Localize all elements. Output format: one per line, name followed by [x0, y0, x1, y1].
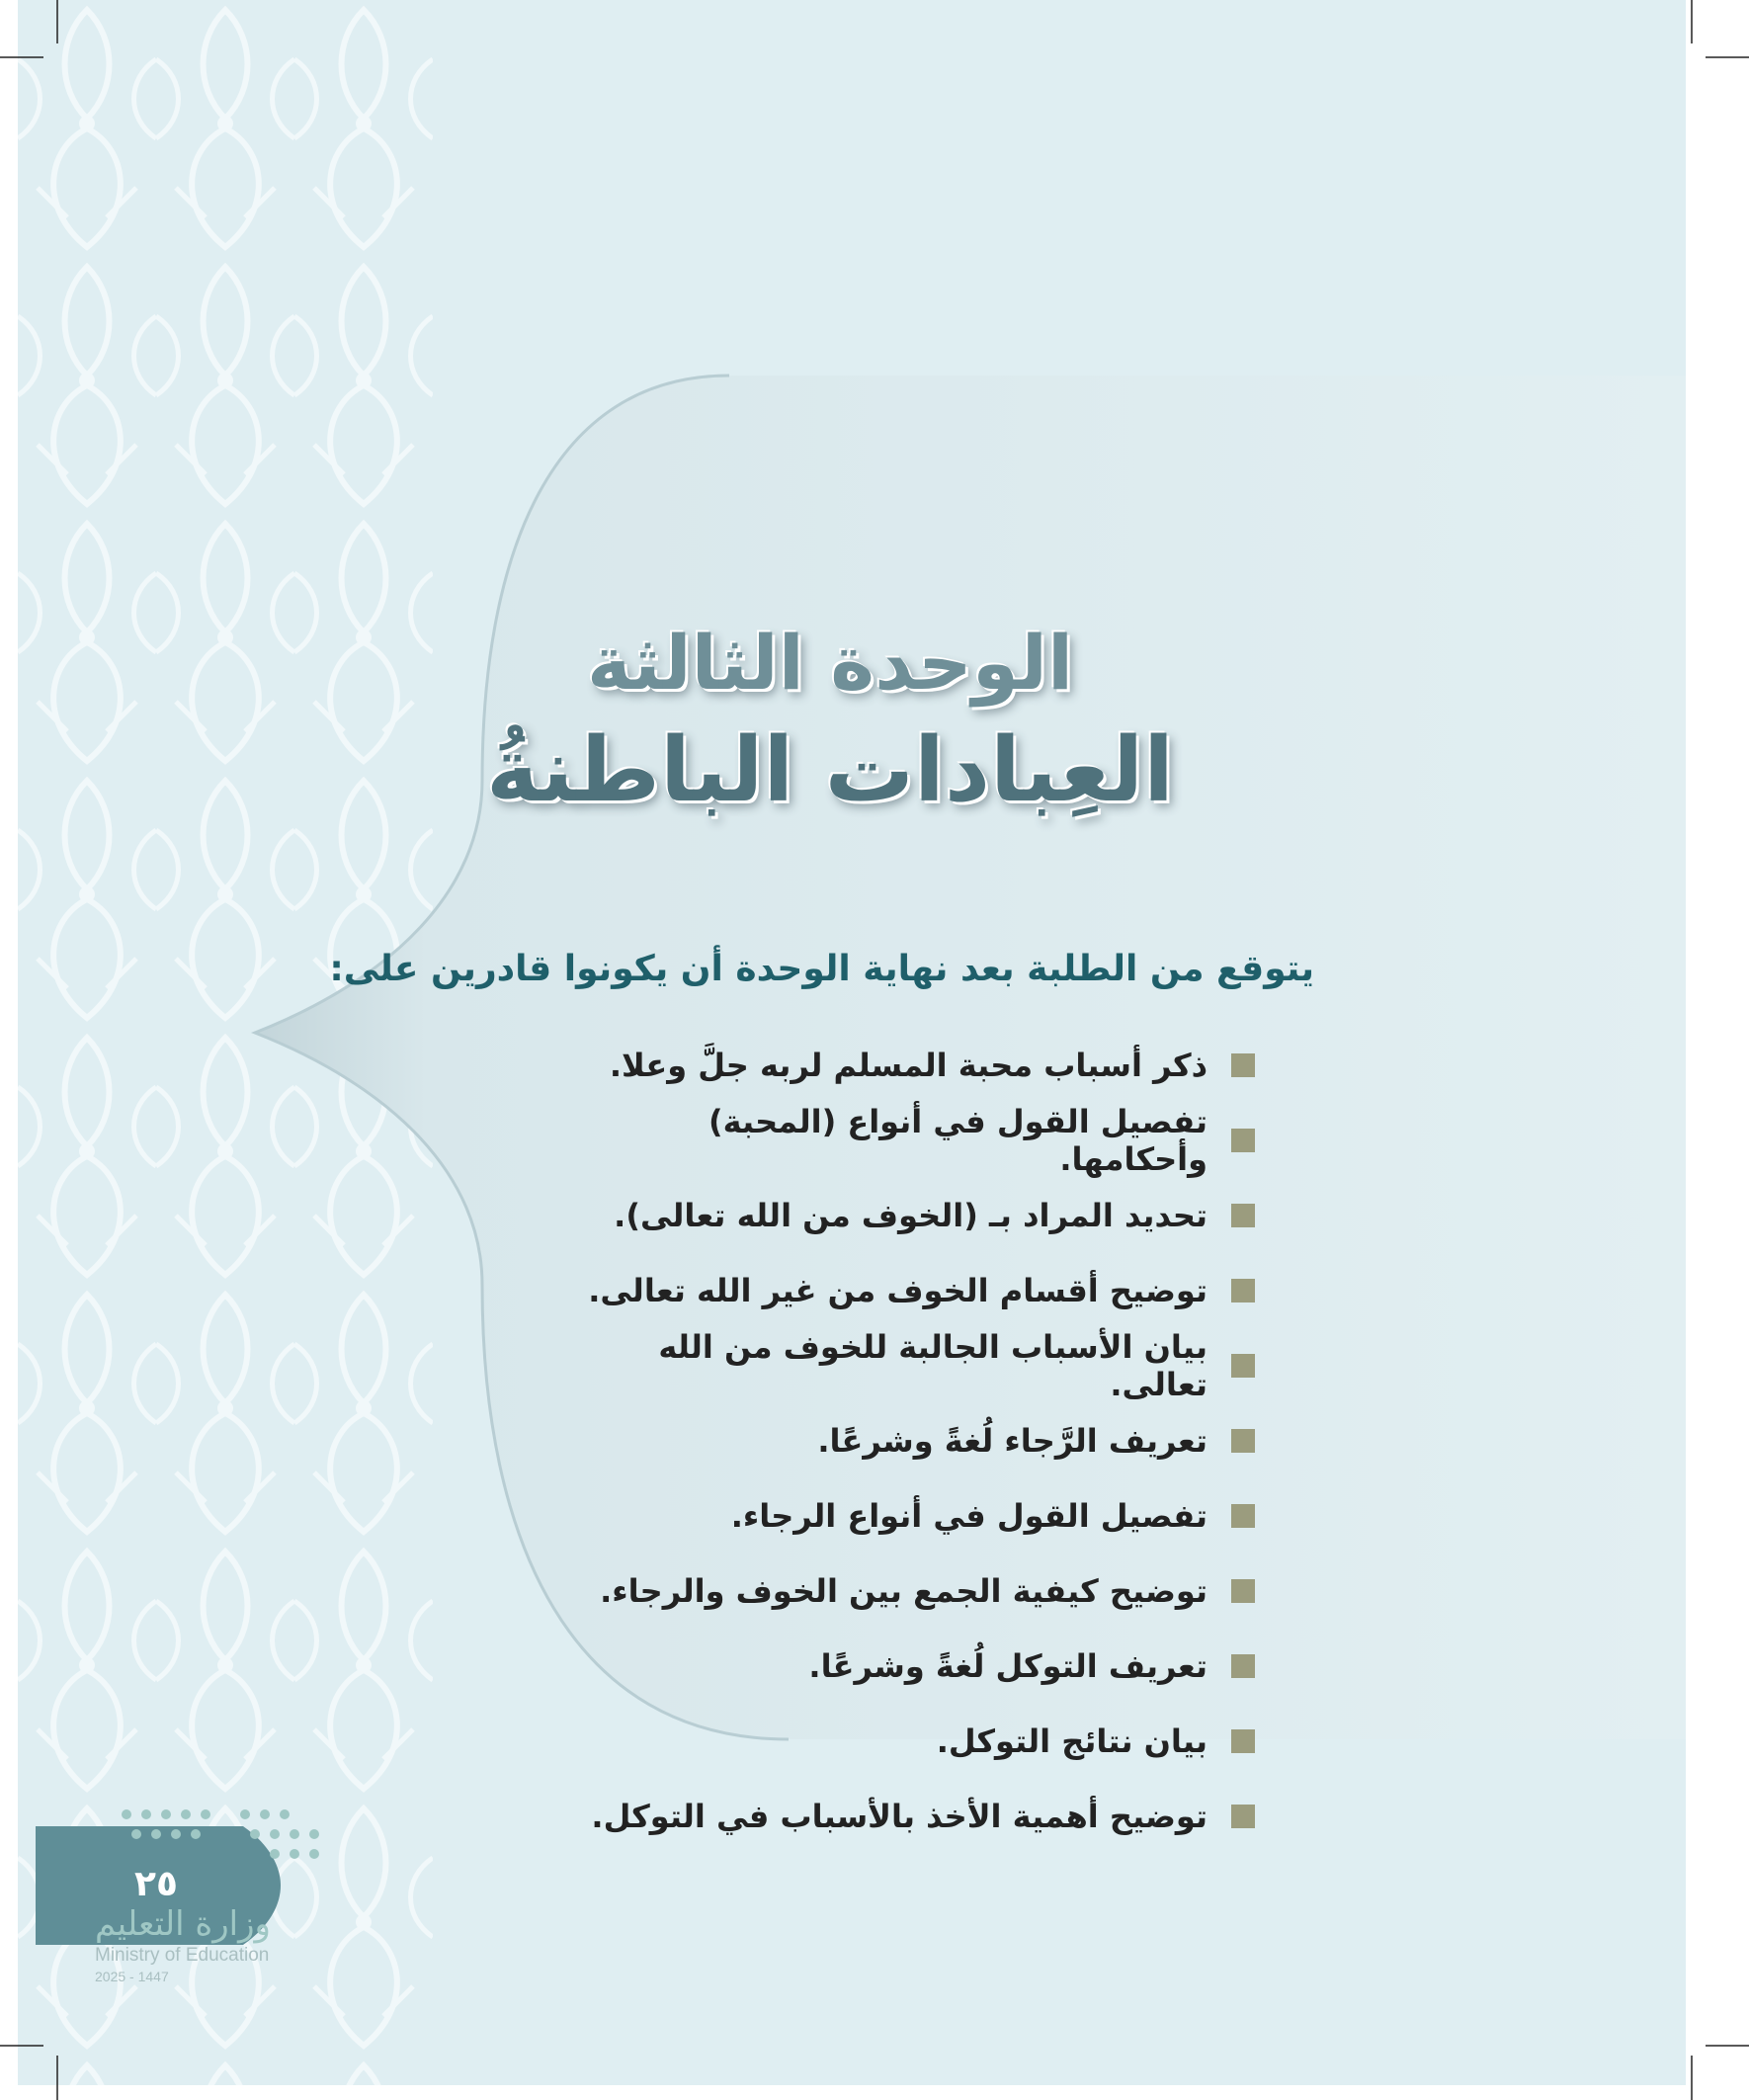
- objective-text: توضيح أقسام الخوف من غير الله تعالى.: [588, 1272, 1208, 1309]
- objective-text: تحديد المراد بـ (الخوف من الله تعالى).: [614, 1197, 1208, 1234]
- square-bullet-icon: [1231, 1729, 1255, 1753]
- objective-text: ذكر أسباب محبة المسلم لربه جلَّ وعلا.: [609, 1047, 1208, 1084]
- square-bullet-icon: [1231, 1654, 1255, 1678]
- square-bullet-icon: [1231, 1429, 1255, 1453]
- objective-text: بيان الأسباب الجالبة للخوف من الله تعالى.: [658, 1328, 1208, 1403]
- objective-item: [553, 1253, 1255, 1328]
- objective-item: [553, 1028, 1255, 1103]
- objective-item: [553, 1103, 1255, 1178]
- ministry-name-ar: وزارة التعليم: [95, 1904, 271, 1944]
- objective-item: [553, 1629, 1255, 1704]
- objective-item: [553, 1779, 1255, 1854]
- objective-item: [553, 1704, 1255, 1779]
- page-number: ٢٥: [134, 1864, 178, 1904]
- square-bullet-icon: [1231, 1504, 1255, 1528]
- square-bullet-icon: [1231, 1053, 1255, 1077]
- objectives-list: [553, 1028, 1255, 1854]
- objective-item: [553, 1328, 1255, 1403]
- objective-item: [553, 1478, 1255, 1554]
- ministry-name-en: Ministry of Education: [95, 1945, 270, 1966]
- objective-text: توضيح كيفية الجمع بين الخوف والرجاء.: [600, 1572, 1208, 1610]
- ministry-logo: [95, 1904, 322, 1984]
- square-bullet-icon: [1231, 1129, 1255, 1152]
- square-bullet-icon: [1231, 1805, 1255, 1828]
- edition-year: 2025 - 1447: [95, 1969, 169, 1984]
- objective-text: تعريف التوكل لُغةً وشرعًا.: [808, 1647, 1208, 1685]
- square-bullet-icon: [1231, 1204, 1255, 1227]
- square-bullet-icon: [1231, 1579, 1255, 1603]
- unit-title-block: [474, 618, 1186, 824]
- objective-text: تفصيل القول في أنواع الرجاء.: [730, 1497, 1208, 1535]
- objective-text: تعريف الرَّجاء لُغةً وشرعًا.: [817, 1422, 1208, 1460]
- objective-text: تفصيل القول في أنواع (المحبة) وأحكامها.: [708, 1103, 1208, 1178]
- square-bullet-icon: [1231, 1354, 1255, 1378]
- objective-text: توضيح أهمية الأخذ بالأسباب في التوكل.: [591, 1798, 1208, 1835]
- objective-item: [553, 1178, 1255, 1253]
- objective-item: [553, 1403, 1255, 1478]
- objective-item: [553, 1554, 1255, 1629]
- unit-subtitle: العِبادات الباطنةُ: [485, 718, 1175, 823]
- objective-text: بيان نتائج التوكل.: [936, 1722, 1208, 1760]
- square-bullet-icon: [1231, 1279, 1255, 1302]
- learning-outcomes-intro: يتوقع من الطلبة بعد نهاية الوحدة أن يكونوا قادرين على:: [329, 949, 1314, 989]
- unit-title: الوحدة الثالثة: [586, 619, 1074, 707]
